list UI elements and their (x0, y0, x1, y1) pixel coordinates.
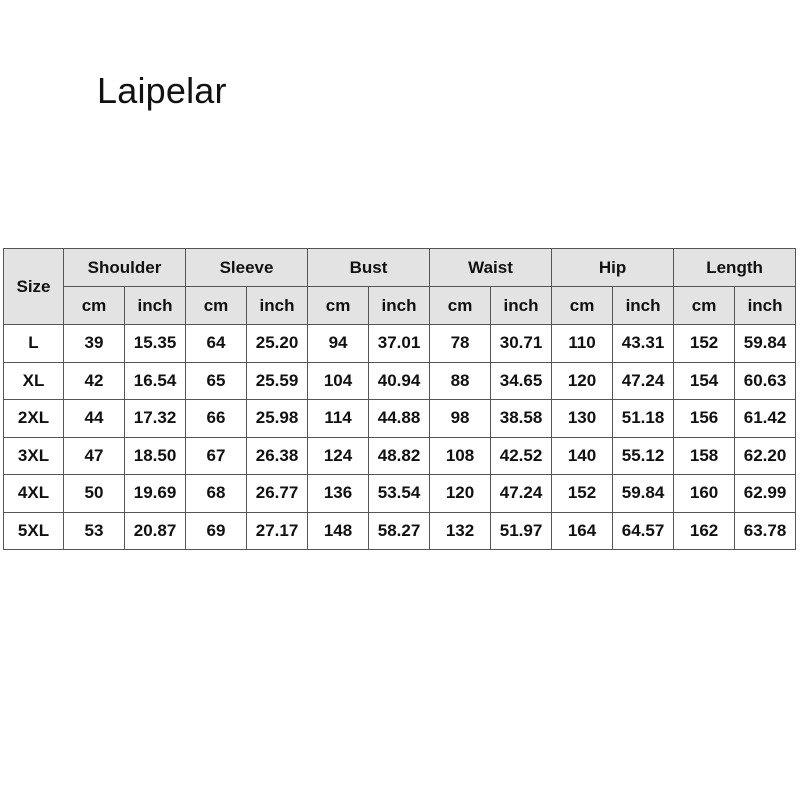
measurement-cell: 26.77 (247, 475, 308, 513)
measurement-cell: 98 (430, 400, 491, 438)
measurement-cell: 110 (552, 325, 613, 363)
measurement-cell: 48.82 (369, 437, 430, 475)
measurement-cell: 47.24 (613, 362, 674, 400)
measurement-cell: 39 (64, 325, 125, 363)
header-length: Length (674, 249, 796, 287)
measurement-cell: 130 (552, 400, 613, 438)
unit-cm-header: cm (430, 287, 491, 325)
measurement-cell: 19.69 (125, 475, 186, 513)
measurement-cell: 63.78 (735, 512, 796, 550)
measurement-cell: 132 (430, 512, 491, 550)
measurement-cell: 53.54 (369, 475, 430, 513)
unit-cm-header: cm (674, 287, 735, 325)
size-chart-table (3, 248, 796, 550)
measurement-cell: 114 (308, 400, 369, 438)
size-cell: 2XL (4, 400, 64, 438)
measurement-cell: 59.84 (735, 325, 796, 363)
measurement-cell: 55.12 (613, 437, 674, 475)
unit-inch-header: inch (491, 287, 552, 325)
measurement-cell: 15.35 (125, 325, 186, 363)
table-row (4, 362, 796, 400)
measurement-cell: 50 (64, 475, 125, 513)
unit-inch-header: inch (735, 287, 796, 325)
unit-cm-header: cm (308, 287, 369, 325)
measurement-cell: 156 (674, 400, 735, 438)
measurement-cell: 61.42 (735, 400, 796, 438)
brand-title: Laipelar (97, 70, 227, 111)
measurement-cell: 124 (308, 437, 369, 475)
measurement-cell: 164 (552, 512, 613, 550)
unit-inch-header: inch (613, 287, 674, 325)
header-sleeve: Sleeve (186, 249, 308, 287)
size-cell: 5XL (4, 512, 64, 550)
measurement-cell: 162 (674, 512, 735, 550)
size-cell: XL (4, 362, 64, 400)
measurement-cell: 16.54 (125, 362, 186, 400)
measurement-cell: 37.01 (369, 325, 430, 363)
measurement-cell: 25.98 (247, 400, 308, 438)
measurement-cell: 58.27 (369, 512, 430, 550)
header-hip: Hip (552, 249, 674, 287)
header-shoulder: Shoulder (64, 249, 186, 287)
table-row (4, 400, 796, 438)
size-column-header: Size (4, 249, 64, 325)
size-table-body (4, 325, 796, 550)
measurement-cell: 78 (430, 325, 491, 363)
size-cell: 4XL (4, 475, 64, 513)
measurement-cell: 64 (186, 325, 247, 363)
measurement-cell: 59.84 (613, 475, 674, 513)
measurement-cell: 140 (552, 437, 613, 475)
measurement-cell: 25.20 (247, 325, 308, 363)
measurement-cell: 65 (186, 362, 247, 400)
measurement-cell: 62.20 (735, 437, 796, 475)
measurement-cell: 43.31 (613, 325, 674, 363)
measurement-cell: 158 (674, 437, 735, 475)
measurement-cell: 94 (308, 325, 369, 363)
table-row (4, 512, 796, 550)
measurement-cell: 51.18 (613, 400, 674, 438)
size-cell: 3XL (4, 437, 64, 475)
measurement-cell: 60.63 (735, 362, 796, 400)
unit-cm-header: cm (186, 287, 247, 325)
measurement-cell: 51.97 (491, 512, 552, 550)
measurement-cell: 120 (430, 475, 491, 513)
measurement-cell: 44 (64, 400, 125, 438)
unit-cm-header: cm (64, 287, 125, 325)
measurement-cell: 152 (552, 475, 613, 513)
unit-inch-header: inch (247, 287, 308, 325)
measurement-cell: 40.94 (369, 362, 430, 400)
measurement-cell: 20.87 (125, 512, 186, 550)
unit-inch-header: inch (369, 287, 430, 325)
measurement-cell: 67 (186, 437, 247, 475)
unit-cm-header: cm (552, 287, 613, 325)
measurement-cell: 148 (308, 512, 369, 550)
measurement-cell: 27.17 (247, 512, 308, 550)
table-row (4, 325, 796, 363)
measurement-cell: 34.65 (491, 362, 552, 400)
measurement-cell: 25.59 (247, 362, 308, 400)
measurement-cell: 64.57 (613, 512, 674, 550)
size-cell: L (4, 325, 64, 363)
unit-inch-header: inch (125, 287, 186, 325)
measurement-cell: 88 (430, 362, 491, 400)
measurement-cell: 42.52 (491, 437, 552, 475)
table-row (4, 437, 796, 475)
measurement-cell: 68 (186, 475, 247, 513)
measurement-cell: 136 (308, 475, 369, 513)
measurement-cell: 160 (674, 475, 735, 513)
measurement-cell: 120 (552, 362, 613, 400)
measurement-cell: 26.38 (247, 437, 308, 475)
measurement-cell: 152 (674, 325, 735, 363)
measurement-cell: 17.32 (125, 400, 186, 438)
measurement-cell: 42 (64, 362, 125, 400)
measurement-cell: 18.50 (125, 437, 186, 475)
measurement-cell: 38.58 (491, 400, 552, 438)
header-waist: Waist (430, 249, 552, 287)
measurement-cell: 30.71 (491, 325, 552, 363)
measurement-cell: 104 (308, 362, 369, 400)
measurement-cell: 47 (64, 437, 125, 475)
measurement-cell: 53 (64, 512, 125, 550)
measurement-cell: 154 (674, 362, 735, 400)
measurement-cell: 62.99 (735, 475, 796, 513)
table-row (4, 475, 796, 513)
measurement-cell: 69 (186, 512, 247, 550)
measurement-cell: 47.24 (491, 475, 552, 513)
measurement-cell: 66 (186, 400, 247, 438)
measurement-cell: 44.88 (369, 400, 430, 438)
header-bust: Bust (308, 249, 430, 287)
measurement-cell: 108 (430, 437, 491, 475)
